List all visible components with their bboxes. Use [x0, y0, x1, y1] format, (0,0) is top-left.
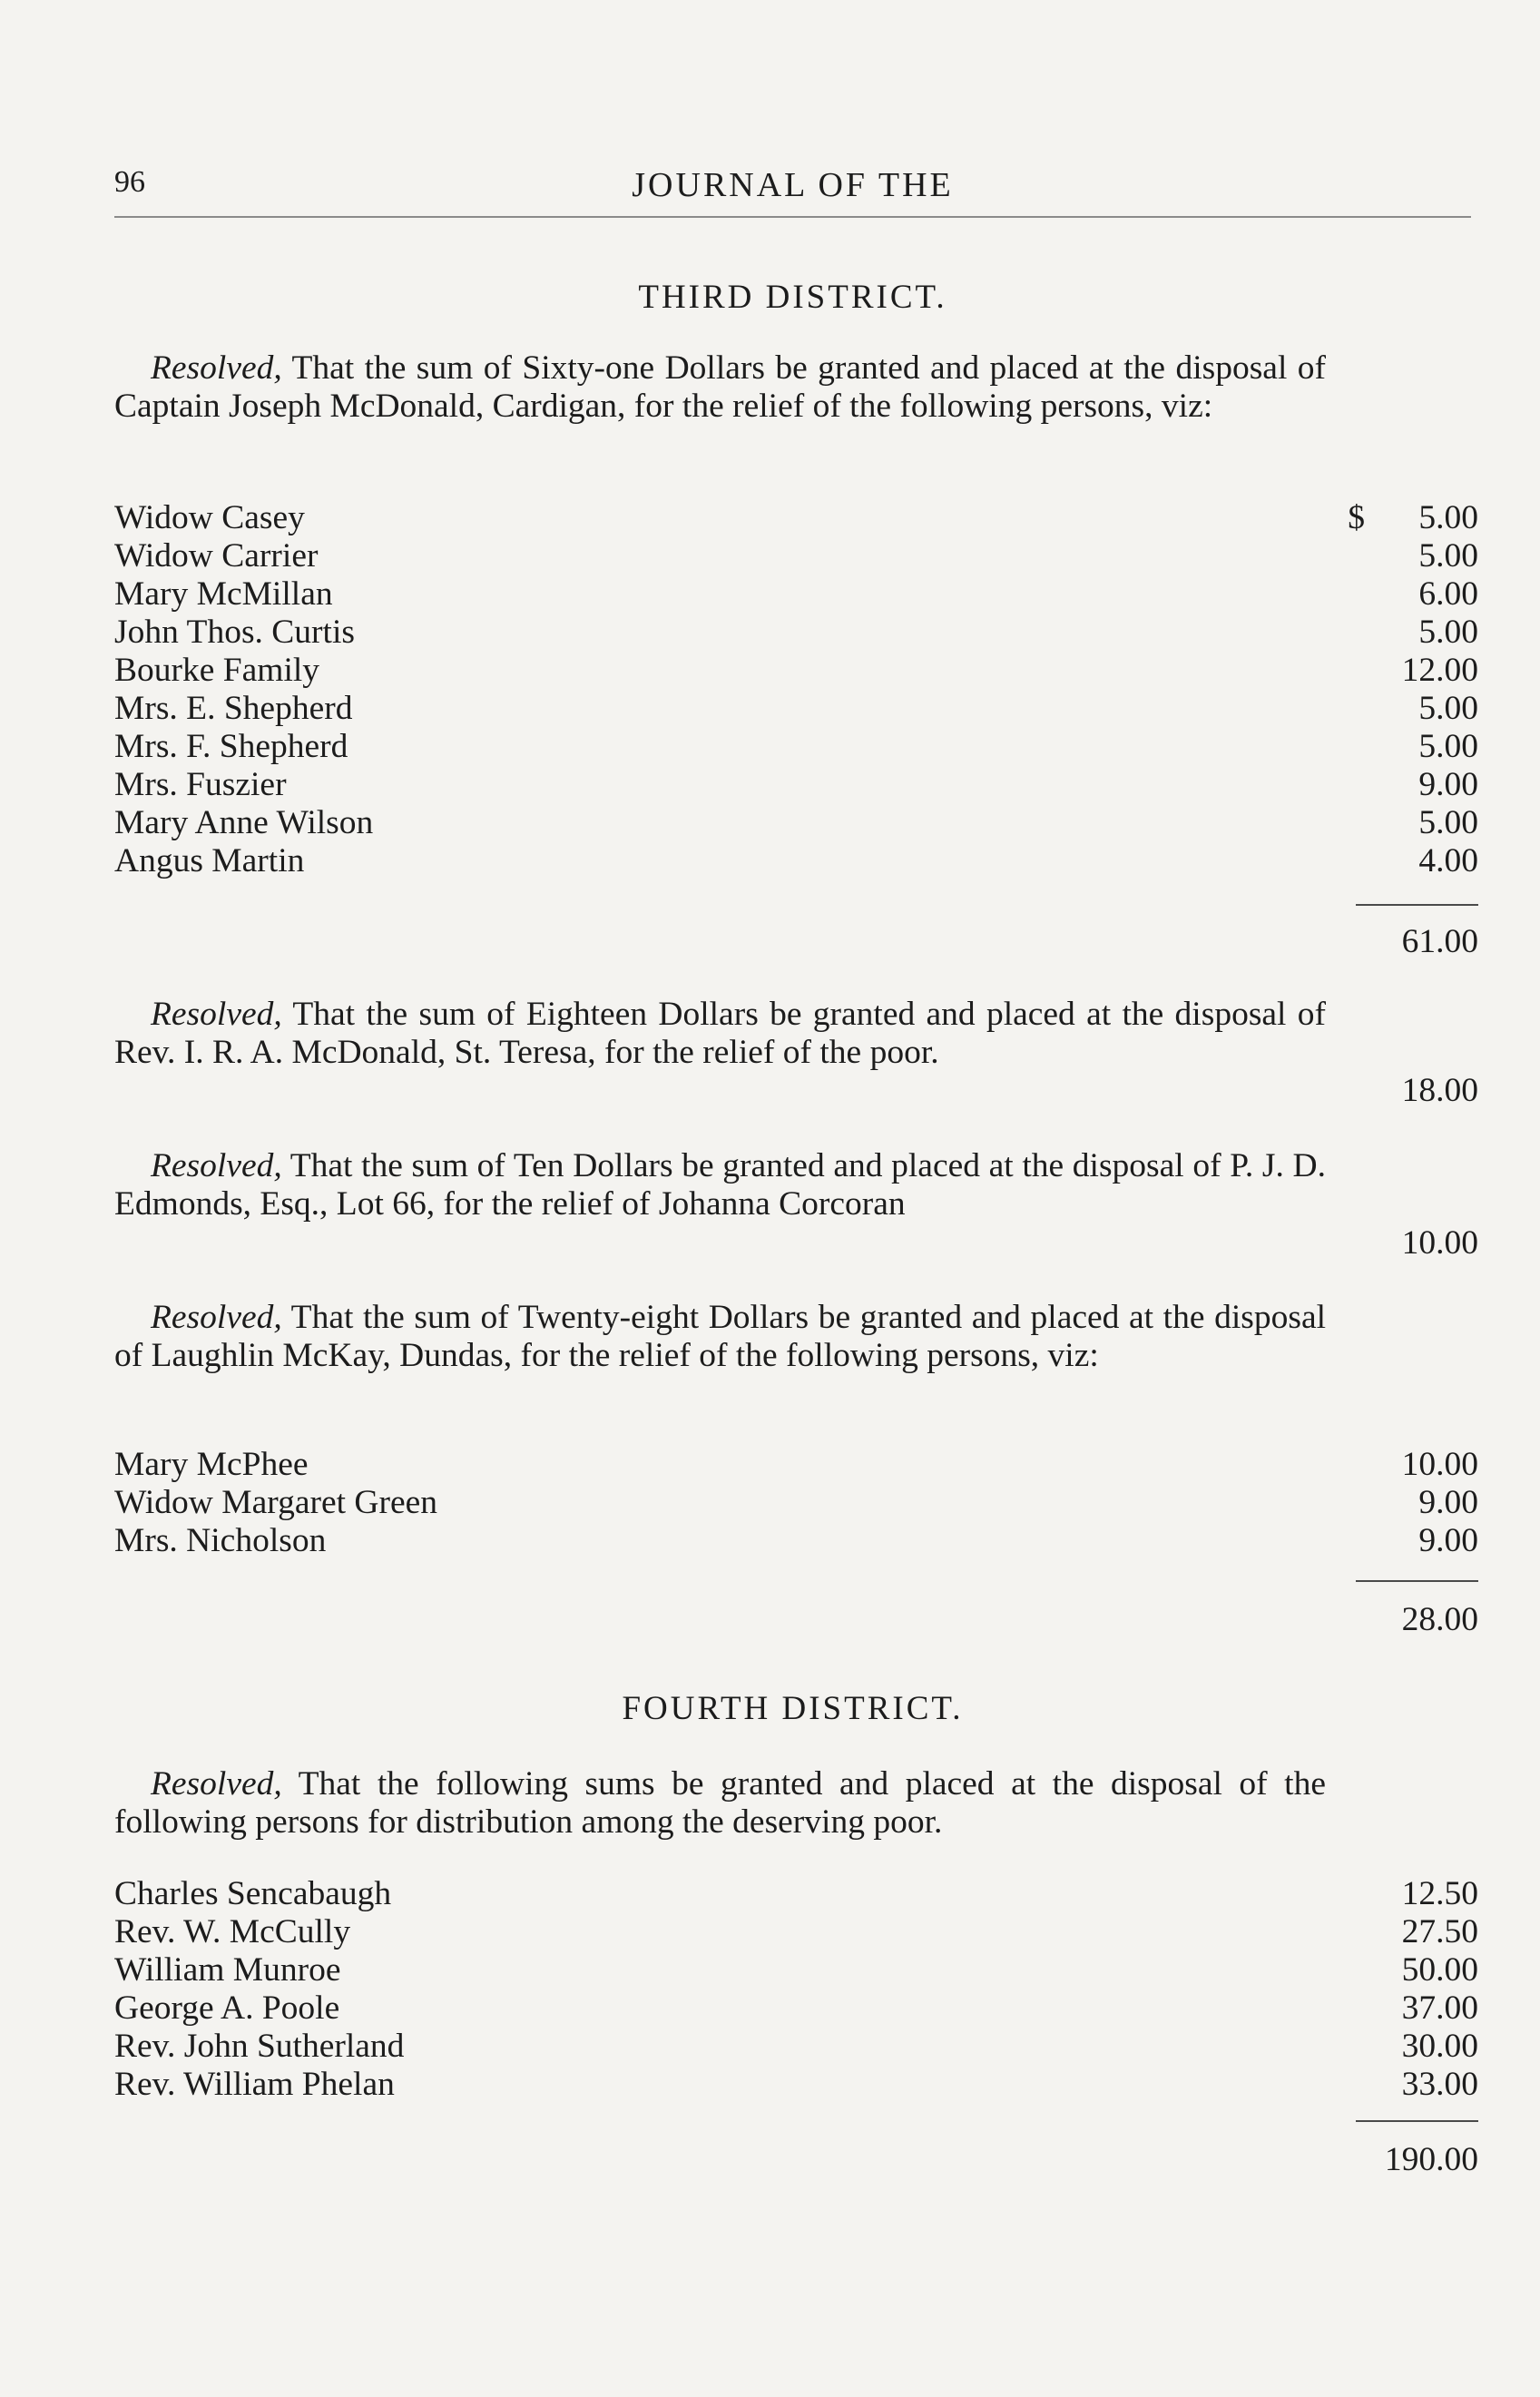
resolved-label: Resolved, [151, 996, 282, 1033]
third-district-heading: THIRD DISTRICT. [638, 279, 947, 316]
third-district-resolution-1 [114, 349, 1326, 426]
person-name: Rev. William Phelan [114, 2066, 395, 2103]
amount: 5.00 [1418, 537, 1478, 575]
third-district-resolution-2 [114, 996, 1326, 1072]
list-item [114, 2066, 1478, 2104]
list-item [114, 1951, 1478, 1989]
amount: 33.00 [1401, 2066, 1478, 2103]
third-district-list-4 [114, 1446, 1478, 1560]
dollar-sign: $ [1348, 499, 1365, 536]
list-item [114, 728, 1478, 766]
person-name: Mary Anne Wilson [114, 804, 374, 841]
person-name: William Munroe [114, 1951, 341, 1989]
resolved-label: Resolved, [151, 349, 282, 387]
person-name: Angus Martin [114, 842, 305, 879]
sum-rule [1356, 1580, 1478, 1582]
person-name: Rev. W. McCully [114, 1913, 351, 1950]
person-name: Charles Sencabaugh [114, 1875, 392, 1912]
resolution-text: That the following sums be granted and placed at the disposal of the following persons for distribution among the deserving poor. [114, 1765, 1326, 1841]
person-name: Widow Carrier [114, 537, 319, 575]
resolution-amount: 18.00 [1401, 1072, 1478, 1109]
fourth-district-resolution-1 [114, 1765, 1326, 1842]
list-item [114, 575, 1478, 614]
list-item [114, 766, 1478, 804]
person-name: Mrs. Fuszier [114, 766, 287, 803]
amount: 5.00 [1418, 499, 1478, 536]
resolution-text: That the sum of Eighteen Dollars be granted and placed at the disposal of Rev. I. R. A. McDonald, St. Teresa, for the relief of the poor. [114, 996, 1327, 1071]
fourth-district-heading: FOURTH DISTRICT. [622, 1690, 964, 1727]
person-name: Mary McMillan [114, 575, 333, 613]
list-item [114, 652, 1478, 690]
list-item [114, 690, 1478, 728]
total-amount: 61.00 [1401, 923, 1478, 960]
resolution-text: That the sum of Sixty-one Dollars be granted and placed at the disposal of Captain Joseph McDonald, Cardigan, for the relief of the following persons, viz: [114, 349, 1327, 425]
list-item [114, 842, 1478, 880]
amount: 5.00 [1418, 728, 1478, 765]
list-item [114, 1484, 1478, 1522]
amount: 30.00 [1401, 2028, 1478, 2065]
list-item [114, 1989, 1478, 2028]
amount: 12.00 [1401, 652, 1478, 689]
amount: 5.00 [1418, 804, 1478, 841]
fourth-district-list-1 [114, 1875, 1478, 2104]
amount: 9.00 [1418, 1484, 1478, 1521]
amount: 27.50 [1401, 1913, 1478, 1950]
amount: 5.00 [1418, 690, 1478, 727]
person-name: Mrs. F. Shepherd [114, 728, 348, 765]
amount: 5.00 [1418, 614, 1478, 651]
sum-rule [1356, 904, 1478, 906]
third-district-resolution-3 [114, 1147, 1326, 1223]
person-name: John Thos. Curtis [114, 614, 355, 651]
amount: 4.00 [1418, 842, 1478, 879]
person-name: Widow Casey [114, 499, 305, 536]
amount: 12.50 [1401, 1875, 1478, 1912]
amount: 50.00 [1401, 1951, 1478, 1989]
list-item [114, 1446, 1478, 1484]
resolution-text: That the sum of Ten Dollars be granted and placed at the disposal of P. J. D. Edmonds, Esq., Lot 66, for the relief of Johanna Corcoran [114, 1147, 1326, 1223]
resolution-amount: 10.00 [1401, 1224, 1478, 1262]
third-district-resolution-4 [114, 1299, 1326, 1375]
amount: 6.00 [1418, 575, 1478, 613]
page-header [114, 162, 1471, 218]
person-name: Mary McPhee [114, 1446, 309, 1483]
list-item [114, 614, 1478, 652]
list-item [114, 2028, 1478, 2066]
list-item [114, 1522, 1478, 1560]
page-number: 96 [114, 165, 145, 199]
list-item [114, 1913, 1478, 1951]
person-name: Rev. John Sutherland [114, 2028, 405, 2065]
total-amount: 190.00 [1384, 2141, 1478, 2178]
amount: 9.00 [1418, 1522, 1478, 1559]
running-title: JOURNAL OF THE [632, 166, 954, 204]
amount: 10.00 [1401, 1446, 1478, 1483]
resolved-label: Resolved, [151, 1765, 282, 1803]
person-name: Mrs. Nicholson [114, 1522, 327, 1559]
person-name: George A. Poole [114, 1989, 340, 2027]
resolved-label: Resolved, [151, 1299, 282, 1336]
third-district-list-1 [114, 499, 1478, 880]
sum-rule [1356, 2120, 1478, 2122]
amount: 9.00 [1418, 766, 1478, 803]
list-item [114, 537, 1478, 575]
list-item [114, 1875, 1478, 1913]
list-item [114, 499, 1478, 537]
list-item [114, 804, 1478, 842]
person-name: Widow Margaret Green [114, 1484, 437, 1521]
amount: 37.00 [1401, 1989, 1478, 2027]
total-amount: 28.00 [1401, 1601, 1478, 1638]
resolution-text: That the sum of Twenty-eight Dollars be granted and placed at the disposal of Laughlin McKay, Dundas, for the relief of the following persons, viz: [114, 1299, 1327, 1374]
person-name: Bourke Family [114, 652, 320, 689]
person-name: Mrs. E. Shepherd [114, 690, 353, 727]
resolved-label: Resolved, [151, 1147, 282, 1184]
